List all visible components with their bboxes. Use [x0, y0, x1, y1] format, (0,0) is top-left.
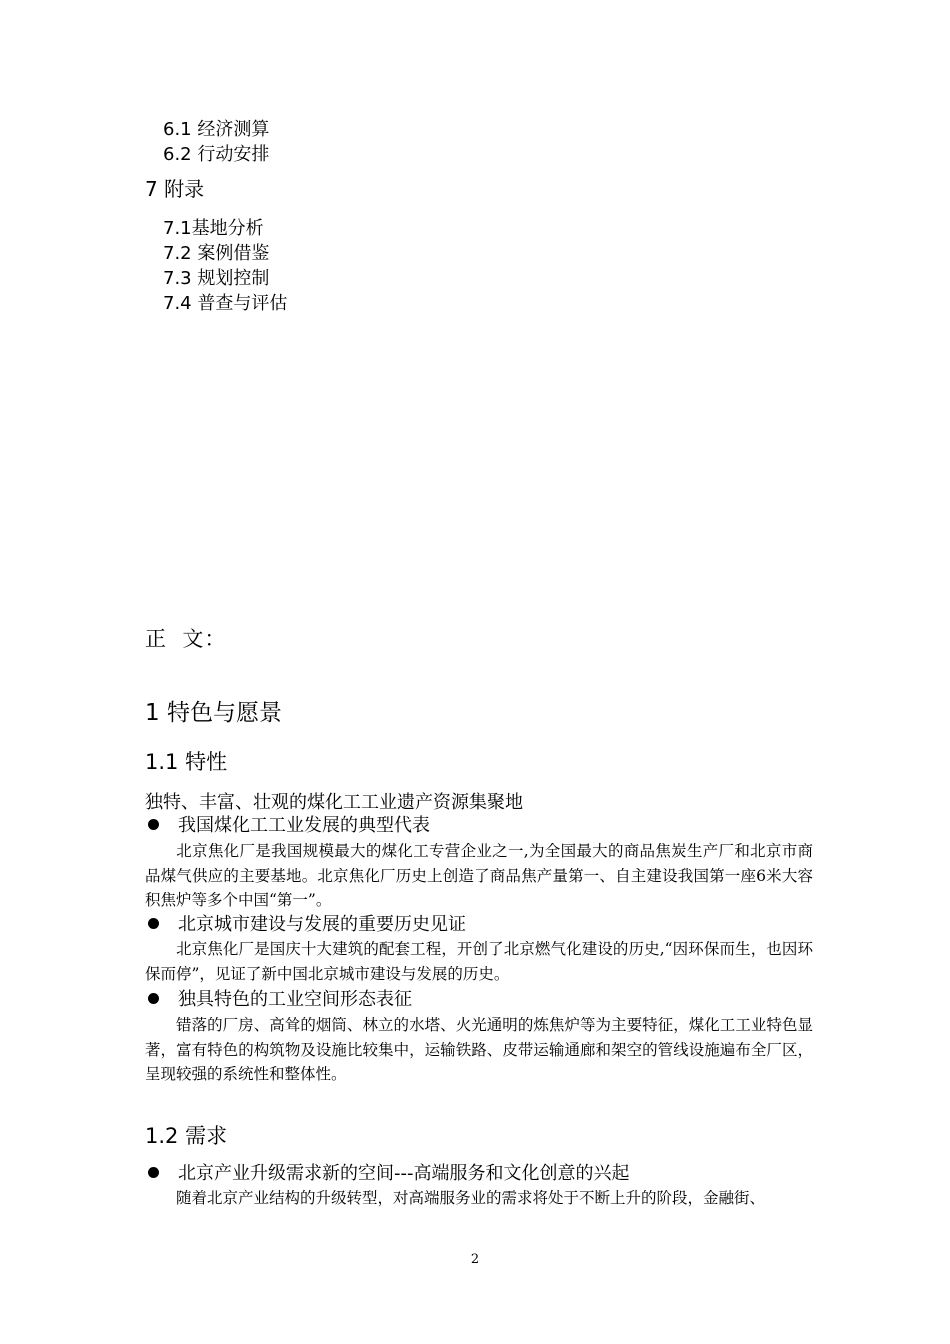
toc-item-7-1: 7.1基地分析: [163, 218, 264, 239]
toc-item-7-3: 7.3 规划控制: [163, 268, 270, 289]
paragraph: [145, 1186, 813, 1211]
bullet-item: [145, 910, 466, 936]
paragraph: [145, 1013, 813, 1087]
toc-item-6-1: 6.1 经济测算: [163, 119, 270, 140]
bullet-dot-icon: [148, 918, 159, 929]
bullet-item: [145, 811, 430, 837]
bullet-dot-icon: [148, 819, 159, 830]
paragraph-text: 北京焦化厂是国庆十大建筑的配套工程，开创了北京燃气化建设的历史,“因环保而生，也因环保而停”，见证了新中国北京城市建设与发展的历史。: [145, 940, 813, 983]
toc-item-7-4: 7.4 普查与评估: [163, 293, 288, 314]
bullet-item: [145, 1159, 629, 1185]
bullet-label: 独具特色的工业空间形态表征: [178, 989, 412, 1010]
bullet-label: 我国煤化工工业发展的典型代表: [178, 815, 430, 836]
subsection-title-1-1: 1.1 特性: [145, 750, 228, 774]
toc-item-7: 7 附录: [145, 177, 205, 201]
bullet-label: 北京产业升级需求新的空间---高端服务和文化创意的兴起: [178, 1163, 630, 1184]
subsection-title-1-2: 1.2 需求: [145, 1124, 228, 1148]
body-heading: 正 文：: [145, 627, 227, 651]
paragraph-text: 北京焦化厂是我国规模最大的煤化工专营企业之一,为全国最大的商品焦炭生产厂和北京市商品煤气供应的主要基地。北京焦化厂历史上创造了商品焦产量第一、自主建设我国第一座6米大容积焦炉等多个中国“第一”。: [145, 842, 813, 909]
bullet-dot-icon: [148, 993, 159, 1004]
bullet-label: 北京城市建设与发展的重要历史见证: [178, 914, 466, 935]
paragraph-text: 随着北京产业结构的升级转型，对高端服务业的需求将处于不断上升的阶段，金融街、: [176, 1189, 766, 1207]
paragraph-text: 错落的厂房、高耸的烟筒、林立的水塔、火光通明的炼焦炉等为主要特征，煤化工工业特色显著，富有特色的构筑物及设施比较集中，运输铁路、皮带运输通廊和架空的管线设施遍布全厂区，呈现较强的系统性和整体性。: [145, 1016, 813, 1083]
page-number: 2: [470, 1252, 480, 1267]
section-title: 1 特色与愿景: [145, 700, 282, 726]
bullet-dot-icon: [148, 1167, 159, 1178]
paragraph: [145, 839, 813, 913]
toc-item-6-2: 6.2 行动安排: [163, 144, 270, 165]
bullet-item: [145, 985, 412, 1011]
lead-text: 独特、丰富、壮观的煤化工工业遗产资源集聚地: [145, 792, 523, 813]
paragraph: [145, 937, 813, 986]
toc-item-7-2: 7.2 案例借鉴: [163, 243, 270, 264]
